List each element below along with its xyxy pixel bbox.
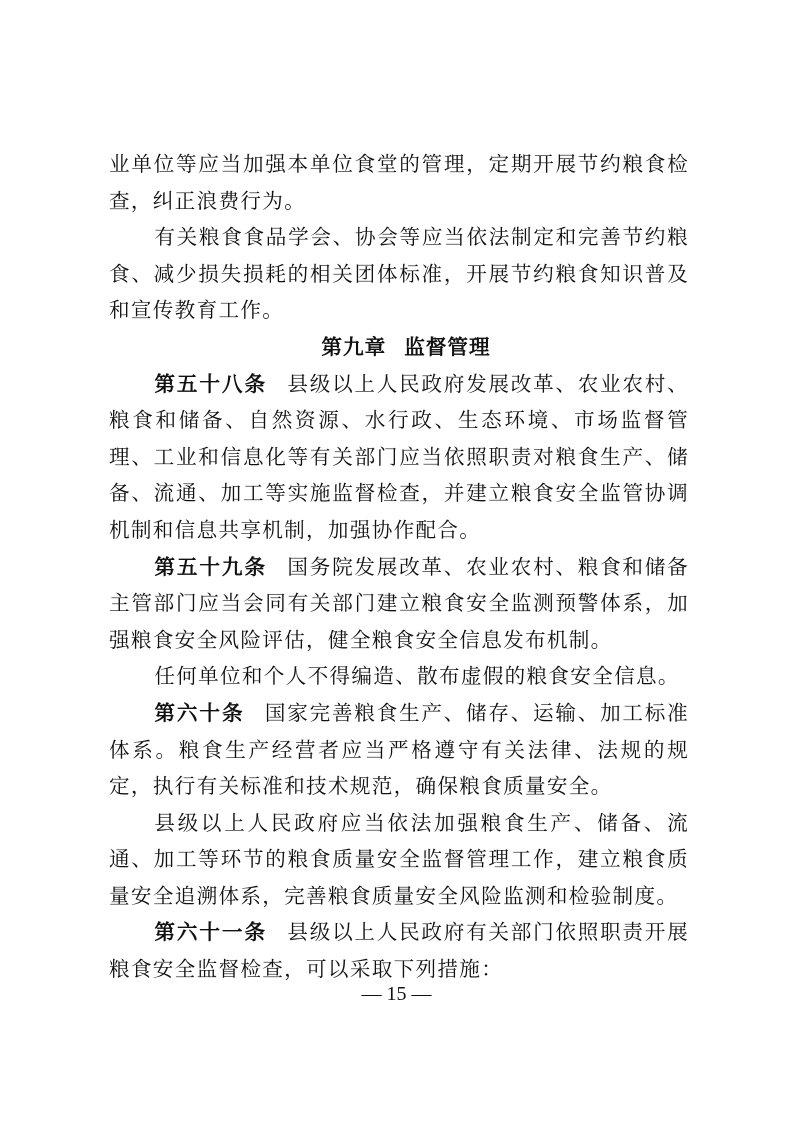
article-58-label: 第五十八条 (154, 371, 267, 396)
chapter-title: 监督管理 (404, 334, 491, 359)
article-61-label: 第六十一条 (154, 920, 267, 945)
article-61-text: 县级以上人民政府有关部门依照职责开展粮食安全监督检查，可以采取下列措施： (109, 920, 689, 982)
chapter-heading (109, 329, 689, 366)
paragraph-continuation: 业单位等应当加强本单位食堂的管理，定期开展节约粮食检查，纠正浪费行为。 (109, 152, 689, 213)
article-59-text: 国务院发展改革、农业农村、粮食和储备主管部门应当会同有关部门建立粮食安全监测预警体系，加强粮食安全风险评估，健全粮食安全信息发布机制。 (109, 554, 689, 652)
article-58 (109, 366, 689, 549)
article-59-label: 第五十九条 (154, 554, 267, 579)
article-60-text: 国家完善粮食生产、储存、运输、加工标准体系。粮食生产经营者应当严格遵守有关法律、法规的规定，执行有关标准和技术规范，确保粮食质量安全。 (109, 700, 689, 799)
article-58-text: 县级以上人民政府发展改革、农业农村、粮食和储备、自然资源、水行政、生态环境、市场监督管理、工业和信息化等有关部门应当依照职责对粮食生产、储备、流通、加工等实施监督检查，并建立粮食安全监管协调机制和信息共享机制，加强协作配合。 (109, 371, 689, 542)
page-number: — 15 — (361, 983, 432, 1005)
paragraph-false-info: 任何单位和个人不得编造、散布虚假的粮食安全信息。 (154, 664, 680, 689)
paragraph-quality-supervision: 县级以上人民政府应当依法加强粮食生产、储备、流通、加工等环节的粮食质量安全监督管理工作，建立粮食质量安全追溯体系，完善粮食质量安全风险监测和检验制度。 (109, 810, 689, 908)
article-60 (109, 695, 689, 805)
article-59 (109, 549, 689, 659)
paragraph-group-standards: 有关粮食食品学会、协会等应当依法制定和完善节约粮食、减少损失损耗的相关团体标准，开展节约粮食知识普及和宣传教育工作。 (109, 225, 689, 323)
chapter-number: 第九章 (321, 334, 387, 359)
article-61 (109, 914, 689, 987)
article-60-label: 第六十条 (154, 700, 245, 725)
document-body (109, 146, 689, 988)
